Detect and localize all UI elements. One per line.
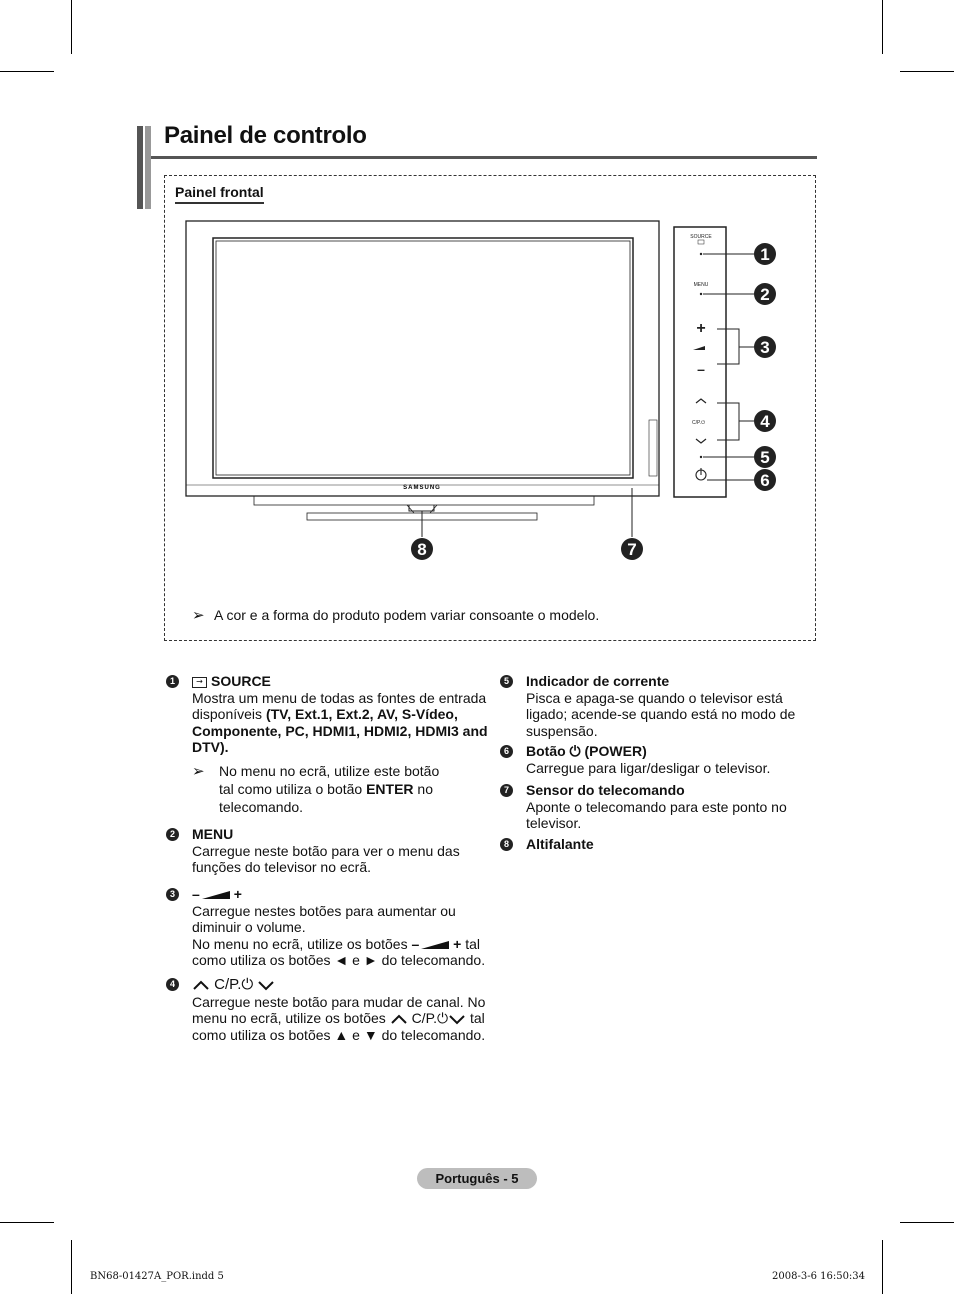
item-power-button xyxy=(526,743,816,776)
item-text: tal xyxy=(461,935,481,952)
crop-mark xyxy=(71,0,72,54)
callout-badge: 5 xyxy=(760,448,770,467)
title-rule xyxy=(151,156,817,159)
subnote-text: No menu no ecrã, utilize este botão xyxy=(219,763,440,779)
callout-badge: 4 xyxy=(760,412,770,431)
side-menu-label: MENU xyxy=(693,282,709,288)
item-number-badge: 5 xyxy=(500,675,513,688)
callout-badge: 3 xyxy=(760,338,770,357)
item-text: Carregue nestes botões para aumentar ou xyxy=(192,902,456,919)
item-number-badge: 3 xyxy=(166,888,179,901)
svg-text:–: – xyxy=(697,361,705,377)
item-title: Sensor do telecomando xyxy=(526,782,685,798)
item-number-badge: 2 xyxy=(166,828,179,841)
note-arrow-icon: ➢ xyxy=(192,762,205,780)
crop-mark xyxy=(900,1222,954,1223)
callout-badge: 6 xyxy=(760,471,770,490)
volume-icon: – + xyxy=(192,886,242,902)
item-number-badge: 8 xyxy=(500,838,513,851)
item-number-badge: 7 xyxy=(500,784,513,797)
item-text: diminuir o volume. xyxy=(192,919,306,935)
item-menu xyxy=(192,826,482,876)
brand-logo: SAMSUNG xyxy=(403,485,441,491)
item-number-badge: 4 xyxy=(166,978,179,991)
figure-note xyxy=(192,606,599,624)
item-title: MENU xyxy=(192,826,234,842)
item-source xyxy=(192,673,492,756)
subnote-text: tal como utiliza o botão xyxy=(219,781,367,797)
page-title: Painel de controlo xyxy=(164,122,367,149)
volume-icon: – + xyxy=(411,935,462,952)
page-number: Português - 5 xyxy=(417,1168,537,1189)
item-speaker xyxy=(526,836,796,853)
crop-mark xyxy=(900,71,954,72)
channel-icon: C/P.⏻ xyxy=(390,1010,466,1026)
item-text: No menu no ecrã, utilize os botões xyxy=(192,935,412,952)
crop-mark xyxy=(882,1240,883,1294)
item-source-subnote xyxy=(192,762,462,816)
item-remote-sensor xyxy=(526,782,796,832)
item-power-indicator xyxy=(526,673,816,739)
item-text: Carregue para ligar/desligar o televisor. xyxy=(526,759,771,776)
item-text: Carregue neste botão para mudar de canal. No xyxy=(192,993,486,1010)
item-text: Aponte o telecomando para este ponto no televisor. xyxy=(526,798,787,831)
item-text: menu no ecrã, utilize os botões xyxy=(192,1010,390,1026)
item-text: tal xyxy=(466,1010,485,1026)
item-text: como utiliza os botões ▲ e ▼ do telecomando. xyxy=(192,1026,486,1043)
callout-badge: 7 xyxy=(627,540,637,559)
item-title: Altifalante xyxy=(526,836,594,852)
item-title: Botão ⏻ (POWER) xyxy=(526,743,647,759)
item-number-badge: 6 xyxy=(500,745,513,758)
tv-front-panel-illustration xyxy=(164,175,816,641)
title-accent-bar xyxy=(137,126,143,209)
side-channel-label: C/P.⏻ xyxy=(692,420,706,426)
item-title: SOURCE xyxy=(211,673,271,689)
crop-mark xyxy=(0,1222,54,1223)
side-source-label: SOURCE xyxy=(690,234,712,240)
crop-mark xyxy=(882,0,883,54)
item-text: Mostra um menu de todas as fontes de entrada disponíveis xyxy=(192,689,487,722)
crop-mark xyxy=(0,71,54,72)
channel-icon: C/P.⏻ xyxy=(192,976,275,993)
print-slug-left: BN68-01427A_POR.indd 5 xyxy=(90,1271,224,1282)
crop-mark xyxy=(71,1240,72,1294)
item-text: Pisca e apaga-se quando o televisor está ligado; acende-se quando está no modo de suspensão. xyxy=(526,689,796,739)
item-text: como utiliza os botões ◄ e ► do telecomando. xyxy=(192,952,486,968)
item-text: Carregue neste botão para ver o menu das funções do televisor no ecrã. xyxy=(192,842,460,875)
svg-text:+: + xyxy=(696,320,706,337)
item-volume xyxy=(192,886,492,969)
source-input-icon: → xyxy=(192,677,207,688)
callout-badge: 2 xyxy=(760,285,770,304)
title-accent-bar xyxy=(145,126,151,209)
subnote-text: telecomando. xyxy=(219,799,304,815)
subnote-bold: ENTER xyxy=(366,781,414,797)
panel-label: Painel frontal xyxy=(175,184,264,204)
print-slug-right: 2008-3-6 16:50:34 xyxy=(772,1271,866,1282)
subnote-text: no xyxy=(413,781,434,797)
item-number-badge: 1 xyxy=(166,675,179,688)
note-arrow-icon: ➢ xyxy=(192,606,205,624)
item-bold-text: (TV, Ext.1, Ext.2, AV, S-Vídeo, Componente, PC, HDMI1, HDMI2, HDMI3 and DTV). xyxy=(192,706,488,755)
item-title: Indicador de corrente xyxy=(526,673,670,689)
item-channel xyxy=(192,976,492,1043)
figure-note-text: A cor e a forma do produto podem variar consoante o modelo. xyxy=(214,607,600,623)
callout-badge: 1 xyxy=(760,245,770,264)
callout-badge: 8 xyxy=(417,540,427,559)
